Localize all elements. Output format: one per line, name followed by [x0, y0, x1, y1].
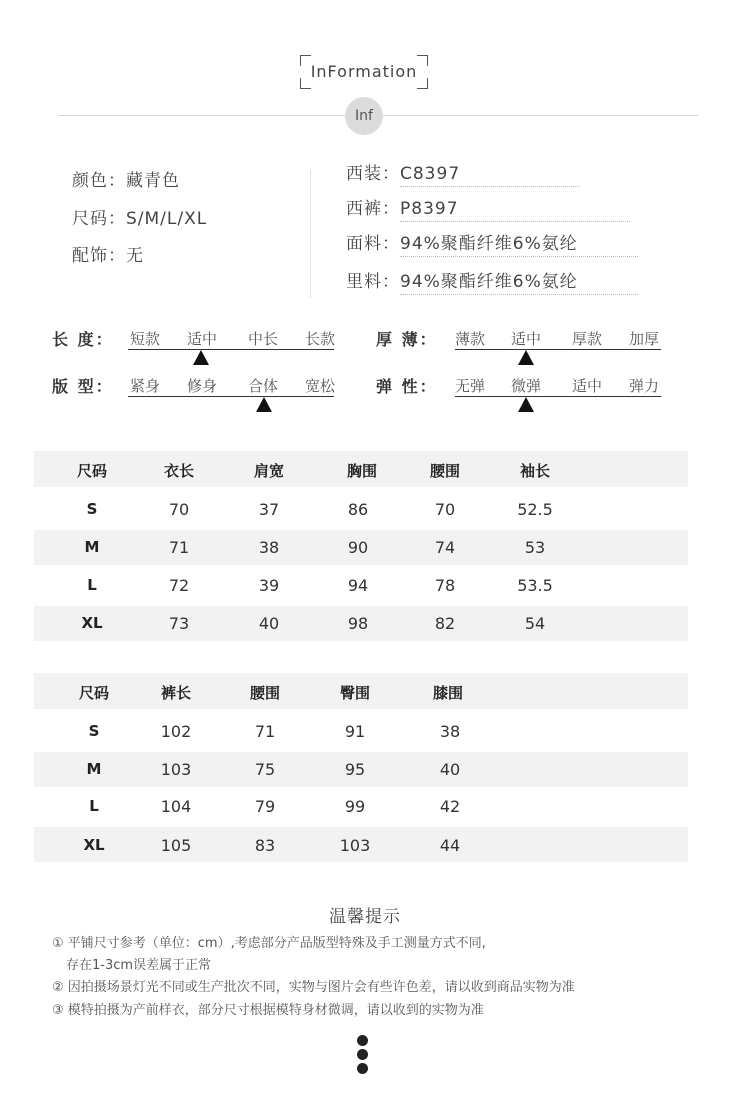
table-cell: 74	[434, 538, 456, 557]
scale-length-label: 长 度：	[52, 330, 114, 349]
info-value: C8397	[400, 164, 580, 187]
scale-option: 修身	[187, 377, 218, 395]
table-cell: 72	[168, 576, 190, 595]
table-cell: 105	[160, 836, 192, 855]
note-line: ③ 模特拍摄为产前样衣，部分尺寸根据模特身材微调，请以收到的实物为准	[52, 1003, 484, 1018]
scale-marker-icon	[256, 397, 272, 412]
info-value: S/M/L/XL	[126, 209, 208, 229]
table-cell: M	[86, 760, 102, 778]
table-header: 胸围	[346, 462, 377, 480]
scale-option: 长款	[305, 330, 336, 348]
info-color	[72, 166, 180, 191]
scale-option: 无弹	[455, 377, 486, 395]
table-cell: 53.5	[517, 576, 553, 595]
table-cell: L	[87, 576, 97, 594]
table-header: 腰围	[249, 684, 280, 702]
table-cell: 103	[339, 836, 371, 855]
scale-option: 适中	[572, 377, 603, 395]
dot-icon	[357, 1035, 368, 1046]
table-cell: S	[88, 722, 100, 740]
table-cell: 104	[160, 797, 192, 816]
table-cell: 39	[258, 576, 280, 595]
info-suit	[346, 159, 580, 187]
table-cell: 99	[344, 797, 366, 816]
scale-marker-icon	[518, 350, 534, 365]
dot-icon	[357, 1063, 368, 1074]
notes-title: 温馨提示	[329, 907, 401, 927]
info-lining	[346, 267, 638, 295]
info-label: 里料：	[346, 272, 400, 292]
scale-elasticity-label: 弹 性：	[376, 377, 438, 396]
table-header: 膝围	[432, 684, 463, 702]
info-label: 西裤：	[346, 199, 400, 219]
note-line: 存在1-3cm误差属于正常	[66, 958, 212, 973]
scale-line	[128, 396, 334, 397]
table-cell: 38	[258, 538, 280, 557]
table-header: 腰围	[429, 462, 460, 480]
table-cell: 98	[347, 614, 369, 633]
table-cell: 40	[439, 760, 461, 779]
page-title: InFormation	[310, 62, 418, 81]
table-cell: 73	[168, 614, 190, 633]
scale-line	[128, 349, 334, 350]
table-header: 袖长	[519, 462, 550, 480]
table-cell: S	[86, 500, 98, 518]
note-line: ① 平铺尺寸参考（单位：cm）,考虑部分产品版型特殊及手工测量方式不同,	[52, 936, 486, 951]
info-value: P8397	[400, 199, 630, 222]
table-cell: 42	[439, 797, 461, 816]
note-line: ② 因拍摄场景灯光不同或生产批次不同，实物与图片会有些许色差，请以收到商品实物为准	[52, 980, 575, 995]
table-cell: 78	[434, 576, 456, 595]
table-cell: 103	[160, 760, 192, 779]
scale-fit-label: 版 型：	[52, 377, 114, 396]
table-header: 衣长	[163, 462, 194, 480]
table-cell: 71	[168, 538, 190, 557]
scale-option: 薄款	[455, 330, 486, 348]
table-cell: 38	[439, 722, 461, 741]
table-cell: 71	[254, 722, 276, 741]
scale-option: 适中	[511, 330, 542, 348]
table-cell: XL	[83, 836, 105, 854]
info-label: 配饰：	[72, 246, 126, 266]
table-cell: 52.5	[517, 500, 553, 519]
table-cell: 94	[347, 576, 369, 595]
table-cell: 83	[254, 836, 276, 855]
info-accessory	[72, 241, 144, 266]
scale-option: 适中	[187, 330, 218, 348]
table-cell: 40	[258, 614, 280, 633]
info-value: 无	[126, 246, 144, 266]
info-label: 西装：	[346, 164, 400, 184]
table-cell: 91	[344, 722, 366, 741]
info-trousers	[346, 194, 630, 222]
info-fabric	[346, 229, 638, 257]
scale-option: 合体	[248, 377, 279, 395]
table-cell: XL	[81, 614, 103, 632]
info-value: 藏青色	[126, 171, 180, 191]
table-header: 尺码	[78, 684, 109, 702]
inf-badge: Inf	[345, 97, 383, 135]
info-value: 94%聚酯纤维6%氨纶	[400, 267, 638, 295]
scale-line	[455, 349, 661, 350]
scale-marker-icon	[518, 397, 534, 412]
table-cell: 37	[258, 500, 280, 519]
table-cell: 86	[347, 500, 369, 519]
scale-option: 弹力	[629, 377, 660, 395]
table-header: 臀围	[339, 684, 370, 702]
scale-option: 短款	[130, 330, 161, 348]
table-cell: 54	[524, 614, 546, 633]
table-cell: 75	[254, 760, 276, 779]
scale-option: 加厚	[629, 330, 660, 348]
scale-option: 厚款	[572, 330, 603, 348]
info-label: 面料：	[346, 234, 400, 254]
table-cell: 102	[160, 722, 192, 741]
table-header: 肩宽	[253, 462, 284, 480]
table-cell: 82	[434, 614, 456, 633]
info-label: 颜色：	[72, 171, 126, 191]
scale-line	[455, 396, 661, 397]
scale-option: 中长	[248, 330, 279, 348]
table-cell: 53	[524, 538, 546, 557]
table-cell: 70	[168, 500, 190, 519]
dot-icon	[357, 1049, 368, 1060]
table-cell: L	[89, 797, 99, 815]
table-cell: 70	[434, 500, 456, 519]
table-header: 裤长	[160, 684, 191, 702]
title-frame	[300, 55, 428, 89]
table-cell: M	[84, 538, 100, 556]
scale-thickness-label: 厚 薄：	[376, 330, 438, 349]
vertical-divider	[310, 170, 311, 298]
table-cell: 44	[439, 836, 461, 855]
table-header: 尺码	[76, 462, 107, 480]
scale-marker-icon	[193, 350, 209, 365]
scale-option: 微弹	[511, 377, 542, 395]
table-cell: 90	[347, 538, 369, 557]
info-size	[72, 204, 207, 229]
table-cell: 79	[254, 797, 276, 816]
table-cell: 95	[344, 760, 366, 779]
info-value: 94%聚酯纤维6%氨纶	[400, 229, 638, 257]
info-label: 尺码：	[72, 209, 126, 229]
scale-option: 紧身	[130, 377, 161, 395]
scale-option: 宽松	[305, 377, 336, 395]
